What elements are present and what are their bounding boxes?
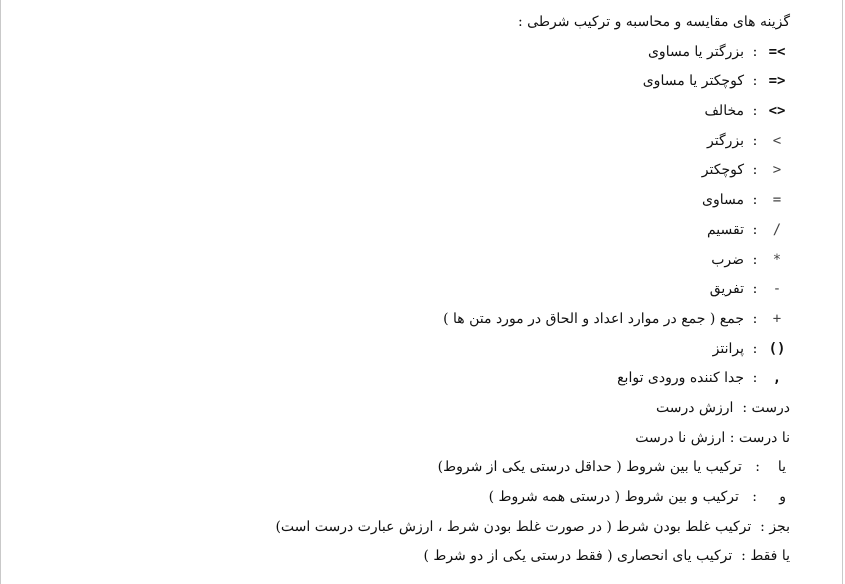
value-description: ارزش نا درست (635, 429, 726, 446)
separator-colon: : (752, 73, 758, 90)
operator-description: جمع ( جمع در موارد اعداد و الحاق در مورد متن ها ) (443, 310, 744, 327)
operator-row (30, 156, 790, 186)
operator-row (30, 275, 790, 305)
separator-colon: : (752, 310, 758, 327)
operator-row (30, 335, 790, 365)
operator-symbol: = (772, 192, 782, 209)
operator-row (30, 127, 790, 157)
logic-row (30, 483, 790, 513)
document-body (30, 8, 790, 572)
separator-colon: : (752, 221, 758, 238)
value-term: درست (751, 399, 790, 416)
logic-term: یا فقط (750, 548, 790, 565)
separator-colon: : (752, 370, 758, 387)
operator-symbol: + (772, 310, 782, 327)
separator-colon: : (752, 132, 758, 149)
operator-symbol: - (772, 281, 782, 298)
operator-symbol: < (772, 132, 782, 149)
operator-symbol: =< (768, 43, 786, 60)
operator-symbol: > (772, 162, 782, 179)
operator-symbol: * (772, 251, 782, 268)
separator-colon: : (752, 162, 758, 179)
logic-description: ترکیب یای انحصاری ( فقط درستی یکی از دو شرط ) (423, 548, 733, 565)
operator-description: کوچکتر (701, 162, 744, 179)
operator-description: تفریق (709, 281, 744, 298)
logic-description: ترکیب غلط بودن شرط ( در صورت غلط بودن شرط ، ارزش عبارت درست است) (275, 518, 752, 535)
operator-row (30, 67, 790, 97)
separator-colon: : (729, 429, 735, 446)
operator-row (30, 38, 790, 68)
separator-colon: : (755, 459, 761, 476)
operator-description: بزرگتر (707, 132, 744, 149)
operator-description: پرانتز (712, 340, 744, 357)
operator-row (30, 97, 790, 127)
page-left-border (0, 0, 1, 584)
logic-row (30, 513, 790, 543)
logic-row (30, 453, 790, 483)
operator-row (30, 305, 790, 335)
separator-colon: : (741, 548, 746, 565)
operator-symbol: / (772, 221, 782, 238)
operator-symbol: , (772, 370, 782, 387)
value-term: نا درست (738, 429, 790, 446)
separator-colon: : (752, 103, 758, 120)
separator-colon: : (752, 489, 757, 505)
value-row (30, 424, 790, 454)
logic-term: و (779, 489, 786, 505)
logic-term: یا (777, 459, 786, 476)
separator-colon: : (752, 340, 758, 357)
operator-symbol: () (768, 340, 786, 357)
operator-description: بزرگتر یا مساوی (647, 43, 744, 60)
operator-row (30, 246, 790, 276)
separator-colon: : (752, 251, 758, 268)
separator-colon: : (742, 399, 748, 416)
heading-row (30, 8, 790, 38)
value-row (30, 394, 790, 424)
operator-symbol: <> (768, 103, 786, 120)
separator-colon: : (760, 518, 765, 535)
logic-row (30, 542, 790, 572)
operator-description: کوچکتر یا مساوی (642, 73, 744, 90)
operator-description: مخالف (704, 103, 744, 120)
page-heading: گزینه های مقایسه و محاسبه و ترکیب شرطی : (518, 14, 790, 30)
separator-colon: : (752, 281, 758, 298)
operator-row (30, 186, 790, 216)
operator-description: ضرب (711, 251, 744, 268)
operator-description: مساوی (702, 192, 744, 209)
separator-colon: : (752, 192, 758, 209)
page-right-border (842, 0, 843, 584)
separator-colon: : (752, 43, 758, 60)
operator-description: جدا کننده ورودی توابع (617, 370, 744, 387)
operator-row (30, 216, 790, 246)
value-description: ارزش درست (656, 399, 734, 416)
operator-description: تقسیم (706, 221, 744, 238)
logic-term: بجز (769, 518, 790, 535)
operator-row (30, 364, 790, 394)
logic-description: ترکیب یا بین شروط ( حداقل درستی یکی از شروط) (437, 459, 742, 476)
logic-description: ترکیب و بین شروط ( درستی همه شروط ) (488, 489, 739, 505)
operator-symbol: => (768, 73, 786, 90)
